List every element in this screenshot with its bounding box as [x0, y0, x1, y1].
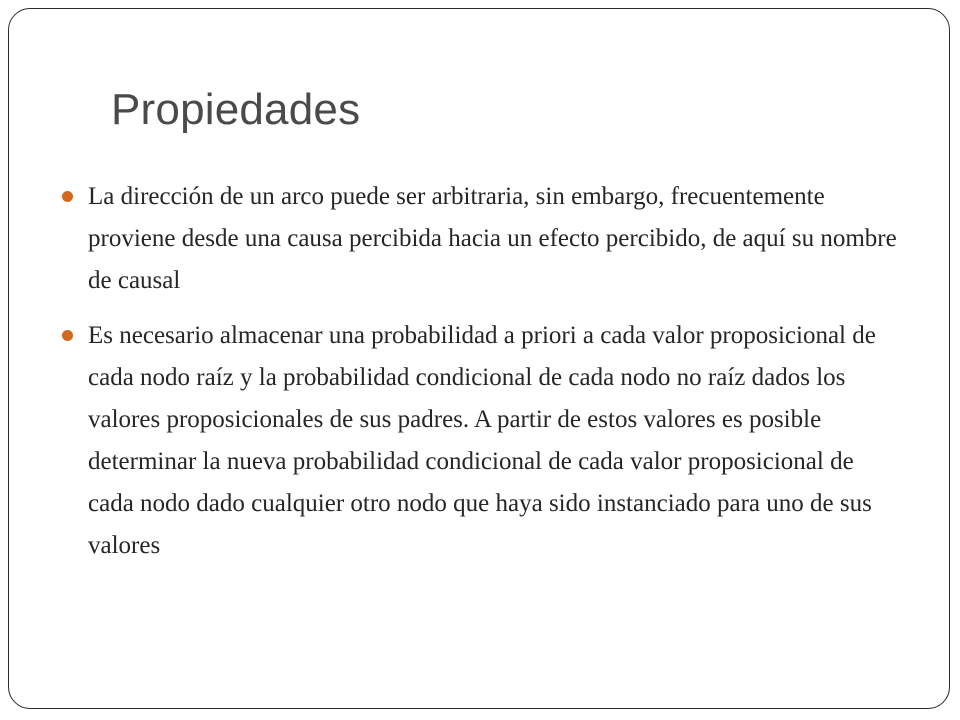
- bullet-item: [62, 176, 902, 302]
- bullet-text: La dirección de un arco puede ser arbitraria, sin embargo, frecuentemente proviene desde una causa percibida hacia un efecto percibido, de aquí su nombre de causal: [88, 183, 897, 294]
- bullet-list: [62, 176, 902, 580]
- slide-title: Propiedades: [111, 85, 361, 134]
- bullet-text: Es necesario almacenar una probabilidad a priori a cada valor proposicional de cada nodo raíz y la probabilidad condicional de cada nodo no raíz dados los valores proposicionales de sus padres. A partir de estos valores es posible determinar la nueva probabilidad condicional de cada valor proposicional de cada nodo dado cualquier otro nodo que haya sido instanciado para uno de sus valores: [88, 322, 876, 559]
- bullet-dot-icon: [62, 191, 73, 202]
- bullet-dot-icon: [62, 330, 73, 341]
- bullet-item: [62, 315, 902, 567]
